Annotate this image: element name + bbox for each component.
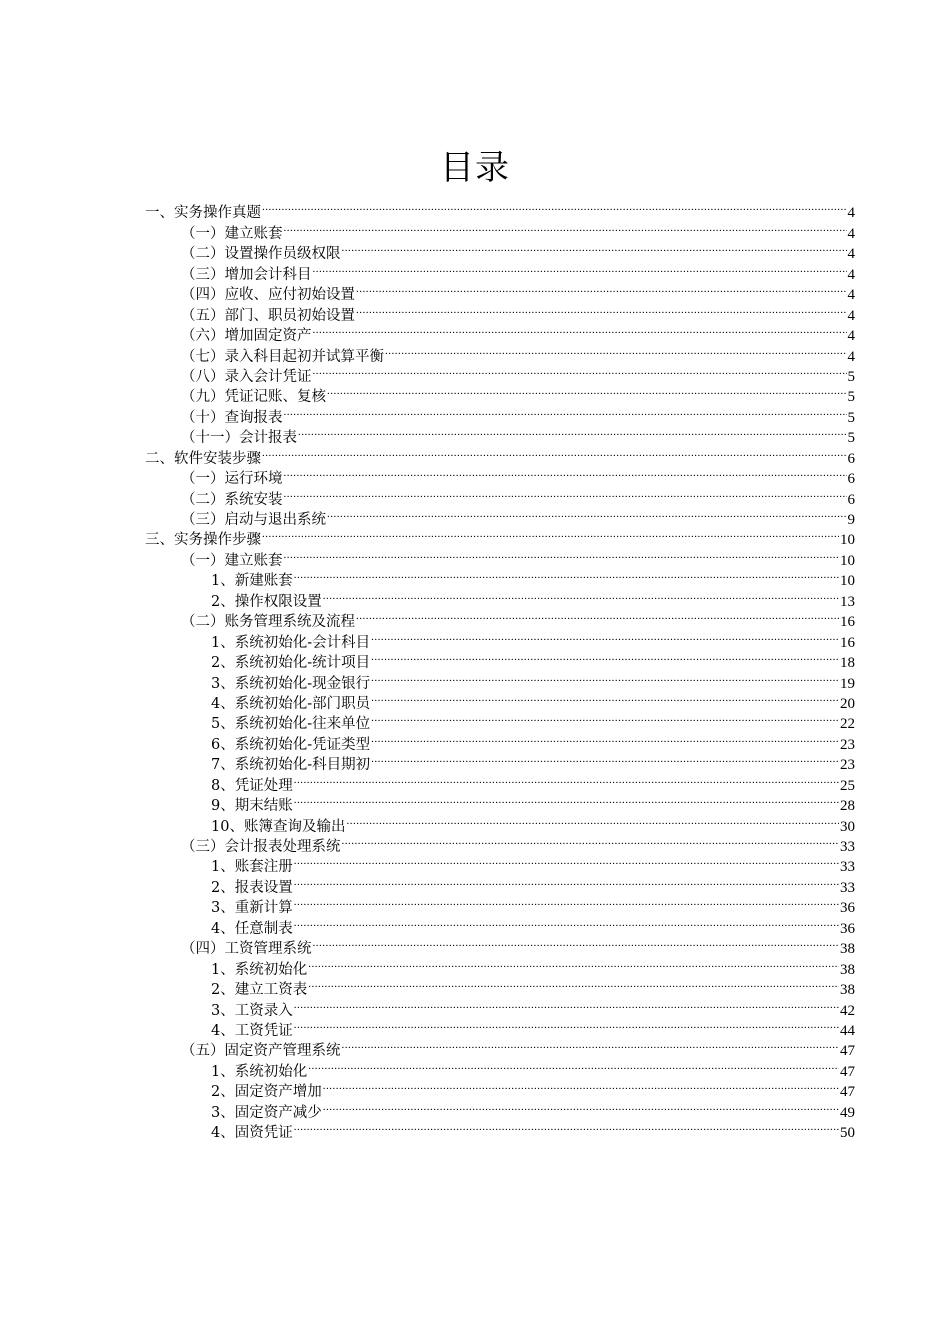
toc-entry-page-number: 18 — [840, 655, 855, 672]
dot-leader — [294, 892, 839, 912]
toc-entry[interactable] — [145, 197, 855, 222]
toc-entry-title: （十一）会计报表 — [181, 430, 297, 447]
toc-entry-title: 三、实务操作步骤 — [145, 532, 261, 549]
dot-leader — [308, 974, 839, 994]
toc-entry-page-number: 22 — [840, 716, 855, 733]
dot-leader — [356, 279, 847, 299]
toc-entry-page-number: 5 — [847, 409, 855, 426]
dot-leader — [313, 361, 847, 381]
dot-leader — [313, 320, 847, 340]
toc-entry-title: 4、固资凭证 — [211, 1125, 293, 1142]
toc-entry-page-number: 10 — [840, 573, 855, 590]
dot-leader — [294, 565, 839, 585]
toc-entry-title: 4、工资凭证 — [211, 1022, 293, 1039]
toc-entry-title: （一）建立账套 — [181, 552, 283, 569]
toc-entry-page-number: 16 — [840, 634, 855, 651]
toc-entry-title: （二）系统安装 — [181, 491, 283, 508]
dot-leader — [371, 728, 839, 748]
toc-entry-title: （二）设置操作员级权限 — [181, 246, 341, 263]
toc-entry-title: （四）应收、应付初始设置 — [181, 287, 355, 304]
toc-entry-title: （二）账务管理系统及流程 — [181, 614, 355, 631]
dot-leader — [294, 790, 839, 810]
toc-entry-page-number: 23 — [840, 736, 855, 753]
dot-leader — [262, 442, 847, 462]
dot-leader — [371, 688, 839, 708]
dot-leader — [284, 483, 847, 503]
toc-entry-page-number: 6 — [847, 471, 855, 488]
toc-entry-page-number: 13 — [840, 593, 855, 610]
toc-entry-title: 4、任意制表 — [211, 920, 293, 937]
dot-leader — [308, 1055, 839, 1075]
dot-leader — [294, 1117, 839, 1137]
toc-entry-title: 二、软件安装步骤 — [145, 450, 261, 467]
toc-entry-page-number: 44 — [840, 1022, 855, 1039]
toc-entry-page-number: 47 — [840, 1063, 855, 1080]
toc-entry-page-number: 47 — [840, 1043, 855, 1060]
toc-entry-title: （十）查询报表 — [181, 409, 283, 426]
toc-entry-title: 3、重新计算 — [211, 900, 293, 917]
dot-leader — [342, 238, 847, 258]
dot-leader — [327, 504, 847, 524]
dot-leader — [294, 1015, 839, 1035]
toc-title: 目录 — [440, 148, 510, 188]
toc-entry-page-number: 9 — [847, 512, 855, 528]
dot-leader — [385, 340, 847, 360]
toc-entry-page-number: 42 — [840, 1002, 855, 1019]
toc-entry-title: 2、系统初始化-统计项目 — [211, 655, 371, 672]
toc-entry-title: 2、操作权限设置 — [211, 593, 322, 610]
toc-entry-title: 9、期末结账 — [211, 798, 293, 815]
dot-leader — [342, 1035, 840, 1055]
toc-entry-title: （三）启动与退出系统 — [181, 512, 326, 528]
dot-leader — [313, 258, 847, 278]
toc-entry-page-number: 33 — [840, 859, 855, 876]
toc-entry-page-number: 49 — [840, 1104, 855, 1121]
dot-leader — [323, 1076, 839, 1096]
dot-leader — [313, 933, 840, 953]
toc-entry-page-number: 19 — [840, 675, 855, 692]
toc-entry-page-number: 47 — [840, 1084, 855, 1101]
toc-entry-title: 2、建立工资表 — [211, 982, 308, 999]
toc-entry-title: 一、实务操作真题 — [145, 205, 261, 222]
toc-entry-title: （六）增加固定资产 — [181, 328, 312, 345]
toc-entry-title: 1、账套注册 — [211, 859, 293, 876]
dot-leader — [284, 401, 847, 421]
toc-entry-page-number: 50 — [840, 1125, 855, 1142]
dot-leader — [342, 831, 840, 851]
toc-entry-page-number: 33 — [840, 879, 855, 896]
toc-entry-title: 3、系统初始化-现金银行 — [211, 675, 371, 692]
toc-entry-page-number: 5 — [847, 430, 855, 447]
dot-leader — [323, 1096, 839, 1116]
toc-entry-title: 5、系统初始化-往来单位 — [211, 716, 371, 733]
toc-entry-title: （三）会计报表处理系统 — [181, 839, 341, 855]
toc-entry-page-number: 5 — [847, 368, 855, 385]
dot-leader — [371, 647, 839, 667]
toc-entry-page-number: 36 — [840, 920, 855, 937]
toc-entry-page-number: 38 — [840, 941, 855, 958]
dot-leader — [262, 197, 847, 217]
toc-entry-page-number: 6 — [847, 450, 855, 467]
dot-leader — [346, 810, 839, 830]
toc-entry-page-number: 10 — [840, 552, 855, 569]
dot-leader — [308, 953, 839, 973]
dot-leader — [327, 381, 847, 401]
dot-leader — [294, 912, 839, 932]
toc-entry-title: 1、系统初始化 — [211, 961, 308, 978]
toc-entry-page-number: 4 — [847, 225, 855, 242]
toc-entry-title: （九）凭证记账、复核 — [181, 389, 326, 406]
toc-entry-title: 2、报表设置 — [211, 879, 293, 896]
dot-leader — [284, 544, 840, 564]
dot-leader — [371, 749, 839, 769]
toc-entry-page-number: 28 — [840, 798, 855, 815]
toc-entry-title: 1、系统初始化-会计科目 — [211, 634, 371, 651]
toc-entry-page-number: 4 — [847, 246, 855, 263]
toc-entry-title: （一）运行环境 — [181, 471, 283, 488]
toc-entry-page-number: 4 — [847, 328, 855, 345]
dot-leader — [371, 708, 839, 728]
toc-entry-title: 3、工资录入 — [211, 1002, 293, 1019]
dot-leader — [371, 667, 839, 687]
toc-entry-page-number: 4 — [847, 348, 855, 365]
toc-entry-title: 1、系统初始化 — [211, 1063, 308, 1080]
toc-entry-title: （一）建立账套 — [181, 225, 283, 242]
toc-entry-page-number: 25 — [840, 777, 855, 794]
toc-entry-title: 2、固定资产增加 — [211, 1084, 322, 1101]
dot-leader — [298, 422, 847, 442]
toc-entry-title: 4、系统初始化-部门职员 — [211, 695, 371, 712]
dot-leader — [262, 524, 839, 544]
dot-leader — [323, 585, 839, 605]
toc-entry-title: （五）部门、职员初始设置 — [181, 307, 355, 324]
dot-leader — [371, 626, 839, 646]
dot-leader — [284, 463, 847, 483]
table-of-contents — [145, 197, 855, 1142]
toc-entry-title: （五）固定资产管理系统 — [181, 1043, 341, 1060]
dot-leader — [356, 299, 847, 319]
toc-entry-page-number: 16 — [840, 614, 855, 631]
dot-leader — [294, 851, 839, 871]
toc-entry-title: （七）录入科目起初并试算平衡 — [181, 348, 384, 365]
toc-entry-page-number: 4 — [847, 266, 855, 283]
toc-entry-page-number: 23 — [840, 757, 855, 774]
toc-entry-page-number: 5 — [847, 389, 855, 406]
dot-leader — [294, 994, 839, 1014]
toc-entry-title: 8、凭证处理 — [211, 777, 293, 794]
dot-leader — [294, 871, 839, 891]
toc-entry-page-number: 6 — [847, 491, 855, 508]
dot-leader — [284, 217, 847, 237]
toc-entry-page-number: 30 — [840, 818, 855, 835]
toc-entry-page-number: 10 — [840, 532, 855, 549]
toc-entry-title: 1、新建账套 — [211, 573, 293, 590]
toc-entry-title: （四）工资管理系统 — [181, 941, 312, 958]
toc-entry-title: （八）录入会计凭证 — [181, 368, 312, 385]
toc-entry-title: 3、固定资产减少 — [211, 1104, 322, 1121]
toc-entry-page-number: 20 — [840, 695, 855, 712]
toc-entry-page-number: 4 — [847, 205, 855, 222]
toc-entry-title: 10、账簿查询及输出 — [211, 818, 346, 835]
toc-entry-page-number: 38 — [840, 961, 855, 978]
toc-entry-page-number: 4 — [847, 287, 855, 304]
toc-entry-page-number: 33 — [840, 839, 855, 855]
toc-entry-page-number: 38 — [840, 982, 855, 999]
toc-entry-page-number: 36 — [840, 900, 855, 917]
toc-entry-title: 6、系统初始化-凭证类型 — [211, 736, 371, 753]
toc-entry-title: 7、系统初始化-科目期初 — [211, 757, 371, 774]
toc-entry-title: （三）增加会计科目 — [181, 266, 312, 283]
toc-entry-page-number: 4 — [847, 307, 855, 324]
dot-leader — [294, 769, 839, 789]
dot-leader — [356, 606, 839, 626]
